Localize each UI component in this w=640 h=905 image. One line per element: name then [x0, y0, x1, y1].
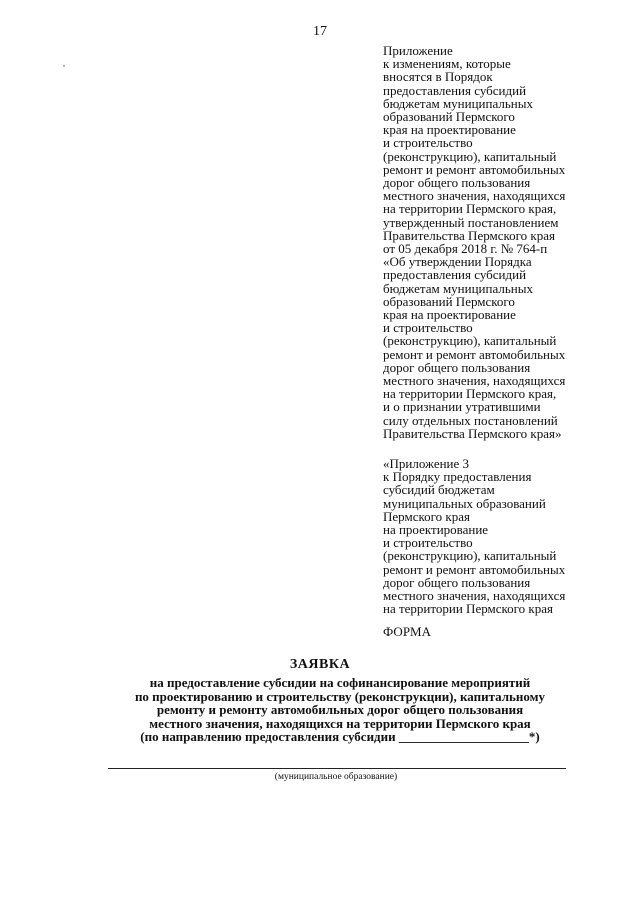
annex-intro-line: дорог общего пользования: [383, 359, 531, 375]
page-number: 17: [313, 24, 327, 39]
annex-three-line: на проектирование: [383, 522, 489, 538]
annex-three-line: местного значения, находящихся: [383, 588, 566, 604]
annex-three-line: Пермского края: [383, 508, 470, 524]
annex-three-line: и строительство: [383, 535, 473, 551]
annex-intro-line: ремонт и ремонт автомобильных: [383, 346, 566, 362]
form-label: ФОРМА: [383, 624, 431, 639]
annex-intro-line: силу отдельных постановлений: [383, 412, 558, 428]
municipality-caption: (муниципальное образование): [274, 772, 398, 782]
annex-three-line: ремонт и ремонт автомобильных: [383, 561, 566, 577]
annex-intro-line: края на проектирование: [383, 307, 516, 323]
annex-intro-line: на территории Пермского края,: [383, 201, 557, 217]
annex-intro-line: предоставления субсидий: [383, 82, 527, 98]
scan-speck: [63, 65, 65, 67]
annex-intro-line: и строительство: [383, 320, 473, 336]
annex-intro-line: образований Пермского: [383, 109, 515, 125]
heading-line: местного значения, находящихся на территории Пермского края: [149, 715, 531, 731]
annex-intro-line: утвержденный постановлением: [383, 214, 559, 230]
heading-line: по проектированию и строительству (реконструкции), капитальному: [134, 688, 546, 704]
form-title: ЗАЯВКА: [289, 657, 351, 672]
annex-intro-line: и о признании утратившими: [383, 399, 541, 415]
annex-three-line: субсидий бюджетам: [383, 482, 495, 498]
annex-three-line: к Порядку предоставления: [383, 469, 532, 485]
annex-three-line: (реконструкцию), капитальный: [383, 548, 557, 564]
annex-three-line: «Приложение 3: [383, 456, 470, 471]
heading-line: на предоставление субсидии на софинансирование мероприятий: [149, 675, 531, 690]
heading-line: ремонту и ремонту автомобильных дорог общего пользования: [156, 702, 524, 717]
annex-intro-line: Правительства Пермского края: [383, 227, 555, 243]
annex-intro-line: предоставления субсидий: [383, 267, 527, 283]
annex-intro-line: (реконструкцию), капитальный: [383, 333, 557, 349]
annex-three-line: дорог общего пользования: [383, 574, 531, 590]
annex-intro-line: края на проектирование: [383, 122, 516, 138]
annex-intro-line: и строительство: [383, 135, 473, 151]
municipality-field-line: [108, 768, 566, 769]
annex-intro-line: вносятся в Порядок: [383, 69, 493, 85]
annex-intro-line: Приложение: [383, 43, 453, 58]
annex-intro-line: к изменениям, которые: [383, 56, 511, 72]
annex-intro-block: [383, 44, 623, 440]
annex-intro-line: «Об утверждении Порядка: [383, 254, 532, 270]
annex-intro-line: на территории Пермского края,: [383, 386, 557, 402]
annex-intro-line: образований Пермского: [383, 293, 515, 309]
annex-intro-line: ремонт и ремонт автомобильных: [383, 161, 566, 177]
annex-three-line: муниципальных образований: [383, 495, 546, 511]
annex-intro-line: дорог общего пользования: [383, 175, 531, 191]
annex-three-line: на территории Пермского края: [383, 601, 553, 617]
annex-intro-line: Правительства Пермского края»: [383, 425, 562, 441]
annex-intro-line: местного значения, находящихся: [383, 188, 566, 204]
annex-intro-line: бюджетам муниципальных: [383, 280, 533, 296]
heading-line: (по направлению предоставления субсидии ____________________*): [140, 729, 540, 744]
application-heading: [70, 676, 610, 744]
annex-intro-line: бюджетам муниципальных: [383, 95, 533, 111]
annex-intro-line: от 05 декабря 2018 г. № 764-п: [383, 241, 548, 257]
annex-intro-line: местного значения, находящихся: [383, 373, 566, 389]
annex-intro-line: (реконструкцию), капитальный: [383, 148, 557, 164]
annex-three-block: [383, 457, 623, 615]
